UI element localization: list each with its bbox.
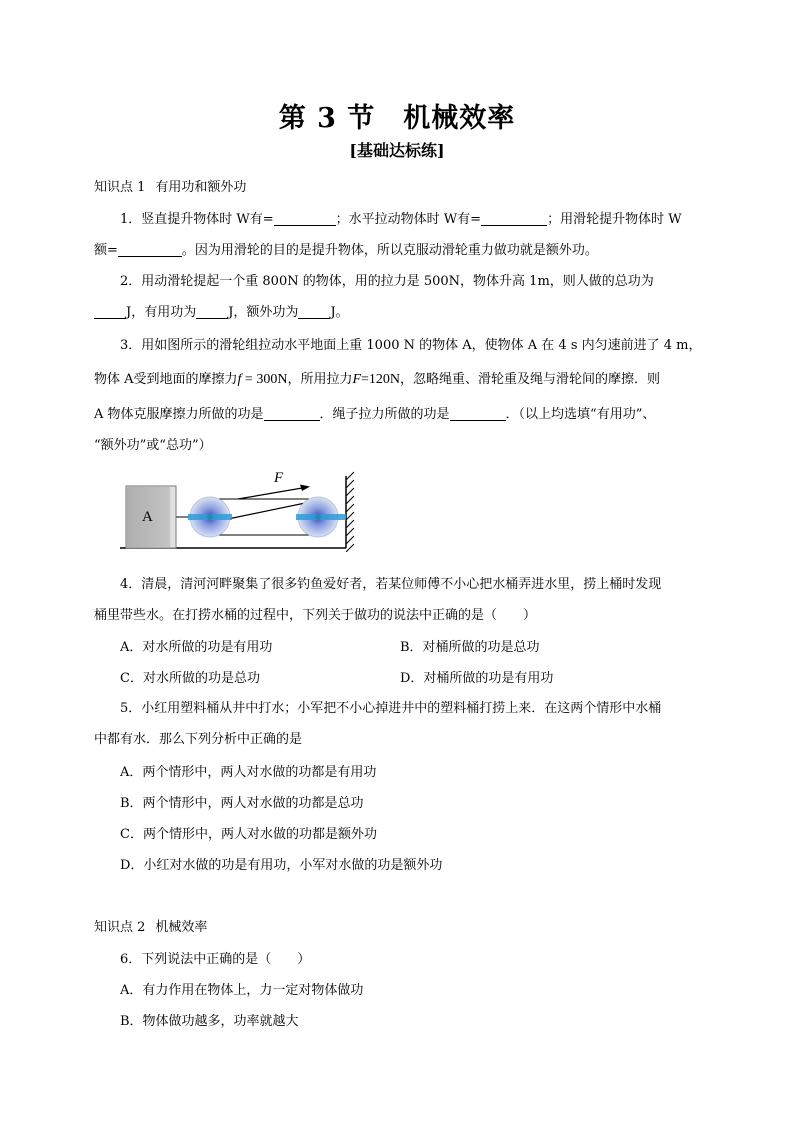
q5-text: 5．小红用塑料桶从井中打水；小军把不小心掉进井中的塑料桶打捞上来．在这两个情形中水桶: [120, 701, 662, 716]
page-subtitle: [基础达标练]: [349, 141, 445, 160]
section-name: 机械效率: [403, 103, 516, 134]
question-1: [94, 204, 702, 266]
answer-blank[interactable]: [264, 406, 320, 421]
q4-option-b[interactable]: B．对桶所做的功是总功: [400, 640, 540, 655]
pulley-figure: [120, 468, 360, 552]
q1-text: 1．竖直提升物体时 W有=: [120, 212, 274, 227]
math-value: = 300N: [241, 372, 288, 387]
q3-text: 3．用如图所示的滑轮组拉动水平地面上重 1000 N 的物体 A，使物体 A 在 4 s 内匀速前进了 4 m，: [120, 338, 702, 353]
friction-formula: [238, 372, 288, 387]
q4-option-d[interactable]: D．对桶所做的功是有用功: [400, 671, 554, 686]
section-name: 机械效率: [155, 920, 208, 935]
q2-text: J，额外功为: [228, 305, 299, 320]
question-6: 6．下列说法中正确的是（ ）: [120, 952, 311, 967]
math-variable: F: [352, 372, 362, 387]
q2-text: 2．用动滑轮提起一个重 800N 的物体，用的拉力是 500N，物体升高 1m，则人做的总功为: [120, 274, 654, 289]
q3-text: ，忽略绳重、滑轮重及绳与滑轮间的摩擦．则: [400, 372, 661, 387]
section-heading-1: [94, 176, 246, 195]
answer-blank[interactable]: [450, 406, 506, 421]
force-arrow: [238, 487, 308, 499]
q1-text: 额=: [94, 243, 118, 258]
answer-blank[interactable]: [274, 211, 336, 226]
math-variable: f: [237, 372, 242, 387]
q4-option-c[interactable]: C．对水所做的功是总功: [120, 671, 260, 686]
section-label: 知识点 2: [94, 920, 146, 935]
question-2: [94, 266, 702, 328]
q3-text: 物体 A受到地面的摩擦力: [94, 372, 238, 387]
q5-option-a[interactable]: A．两个情形中，两人对水做的功都是有用功: [120, 765, 377, 780]
q2-text: J，有用功为: [126, 305, 197, 320]
q5-option-c[interactable]: C．两个情形中，两人对水做的功都是额外功: [120, 827, 377, 842]
answer-blank[interactable]: [118, 242, 182, 257]
answer-blank[interactable]: [481, 211, 547, 226]
section-number: 第 3 节: [278, 103, 376, 134]
q1-text: 。因为用滑轮的目的是提升物体，所以克服动滑轮重力做功就是额外功。: [181, 243, 598, 258]
q4-option-a[interactable]: A．对水所做的功是有用功: [120, 640, 273, 655]
q3-text: ．绳子拉力所做的功是: [319, 407, 450, 422]
q6-option-b[interactable]: B．物体做功越多，功率就越大: [120, 1014, 299, 1029]
q1-text: ；水平拉动物体时 W有=: [335, 212, 482, 227]
page-title: [0, 96, 794, 135]
force-arrow-head: [300, 485, 310, 492]
answer-blank[interactable]: [196, 304, 228, 319]
q1-text: ；用滑轮提升物体时 W: [547, 212, 682, 227]
answer-blank[interactable]: [94, 304, 126, 319]
question-4: [94, 569, 702, 631]
section-heading-2: [94, 916, 207, 935]
question-3: [94, 330, 702, 461]
q5-text: 中都有水．那么下列分析中正确的是: [94, 732, 303, 747]
q3-text: A 物体克服摩擦力所做的功是: [94, 407, 264, 422]
wall-hatching: [346, 472, 354, 552]
q6-option-a[interactable]: A．有力作用在物体上，力一定对物体做功: [120, 983, 364, 998]
q3-text: ．（以上均选填“有用功”、: [505, 407, 656, 422]
section-label: 知识点 1: [94, 180, 146, 195]
force-label: F: [274, 470, 284, 486]
pulley-frame: [296, 514, 346, 520]
q2-text: J。: [330, 305, 349, 320]
q3-text: “额外功”或“总功”）: [94, 438, 212, 453]
q4-text: 4．清晨，清河河畔聚集了很多钓鱼爱好者，若某位师傅不小心把水桶弄进水里，捞上桶时发现: [120, 577, 662, 592]
q5-option-d[interactable]: D．小红对水做的功是有用功，小军对水做的功是额外功: [120, 858, 443, 873]
section-name: 有用功和额外功: [155, 180, 247, 195]
math-value: =120N: [361, 372, 401, 387]
block-label: A: [142, 509, 153, 525]
pulley-frame: [188, 514, 232, 520]
question-5: [94, 693, 702, 755]
force-formula: [352, 372, 400, 387]
q3-text: ，所用拉力: [287, 372, 353, 387]
q4-text: 桶里带些水。在打捞水桶的过程中，下列关于做功的说法中正确的是（ ）: [94, 608, 537, 623]
q5-option-b[interactable]: B．两个情形中，两人对水做的功都是总功: [120, 796, 364, 811]
answer-blank[interactable]: [298, 304, 330, 319]
